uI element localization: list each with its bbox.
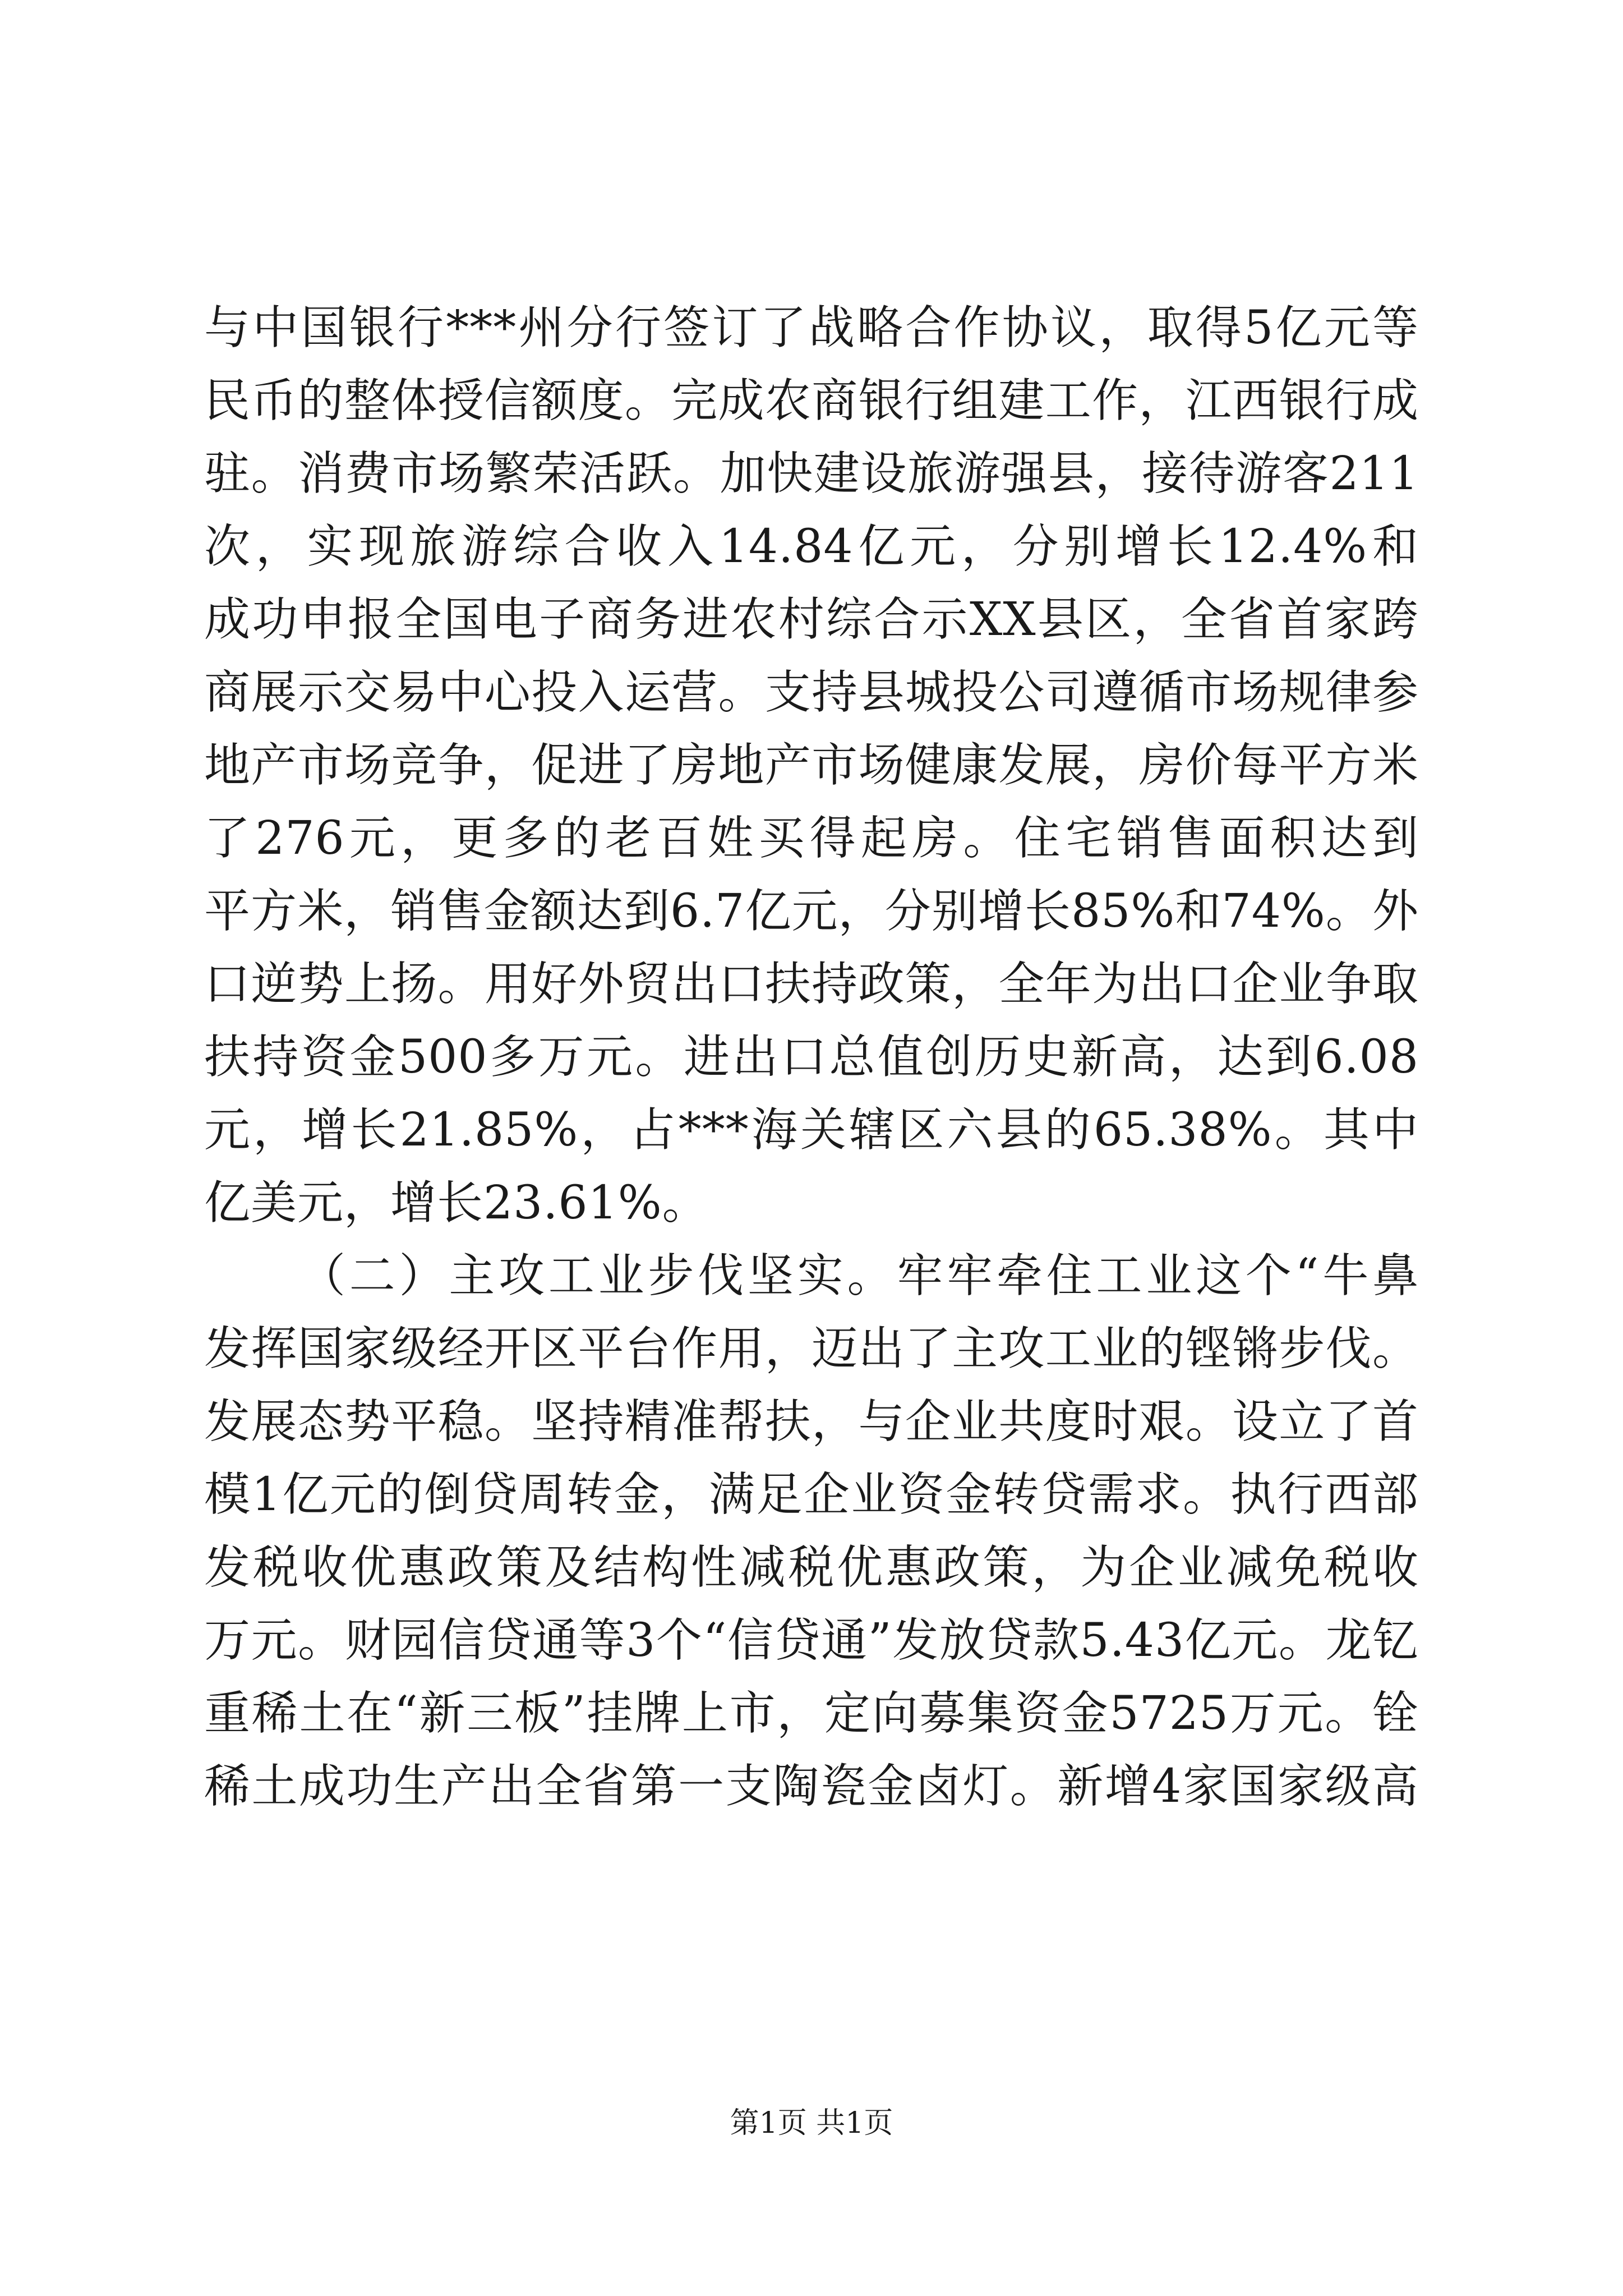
text-line-last: 亿美元，增长23.61%。: [204, 1176, 709, 1230]
text-line: 驻。消费市场繁荣活跃。加快建设旅游强县，接待游客211: [204, 447, 1419, 500]
page-footer: 第1页 共1页: [730, 2106, 893, 2140]
text-line: 地产市场竞争，促进了房地产市场健康发展，房价每平方米: [204, 739, 1419, 792]
text-line: 万元。财园信贷通等3个“信贷通”发放贷款5.43亿元。龙钇: [204, 1614, 1419, 1667]
text-line: 成功申报全国电子商务进农村综合示XX县区，全省首家跨: [204, 593, 1419, 646]
text-line: 元，增长21.85%，占***海关辖区六县的65.38%。其中: [204, 1103, 1419, 1157]
text-line: 口逆势上扬。用好外贸出口扶持政策，全年为出口企业争取: [204, 958, 1419, 1011]
text-line: 发展态势平稳。坚持精准帮扶，与企业共度时艰。设立了首: [204, 1395, 1419, 1448]
text-line: 发税收优惠政策及结构性减税优惠政策，为企业减免税收: [204, 1541, 1419, 1594]
text-line: 稀土成功生产出全省第一支陶瓷金卤灯。新增4家国家级高: [204, 1760, 1419, 1813]
text-line: 重稀土在“新三板”挂牌上市，定向募集资金5725万元。铨: [204, 1687, 1419, 1740]
text-line: 与中国银行***州分行签订了战略合作协议，取得5亿元等: [204, 301, 1419, 355]
text-line: 次，实现旅游综合收入14.84亿元，分别增长12.4%和: [204, 520, 1419, 573]
text-line: 平方米，销售金额达到6.7亿元，分别增长85%和74%。外: [204, 885, 1419, 938]
section-heading-line: （二）主攻工业步伐坚实。牢牢牵住工业这个“牛鼻: [299, 1249, 1419, 1303]
document-body: [204, 292, 1419, 1823]
text-line: 了276元，更多的老百姓买得起房。住宅销售面积达到: [204, 812, 1419, 865]
text-line: 商展示交易中心投入运营。支持县城投公司遵循市场规律参: [204, 666, 1419, 719]
text-line: 发挥国家级经开区平台作用，迈出了主攻工业的铿锵步伐。: [204, 1322, 1419, 1375]
text-line: 民币的整体授信额度。完成农商银行组建工作，江西银行成: [204, 374, 1419, 427]
text-line: 模1亿元的倒贷周转金，满足企业资金转贷需求。执行西部: [204, 1468, 1419, 1521]
text-line: 扶持资金500多万元。进出口总值创历史新高，达到6.08: [204, 1030, 1419, 1084]
